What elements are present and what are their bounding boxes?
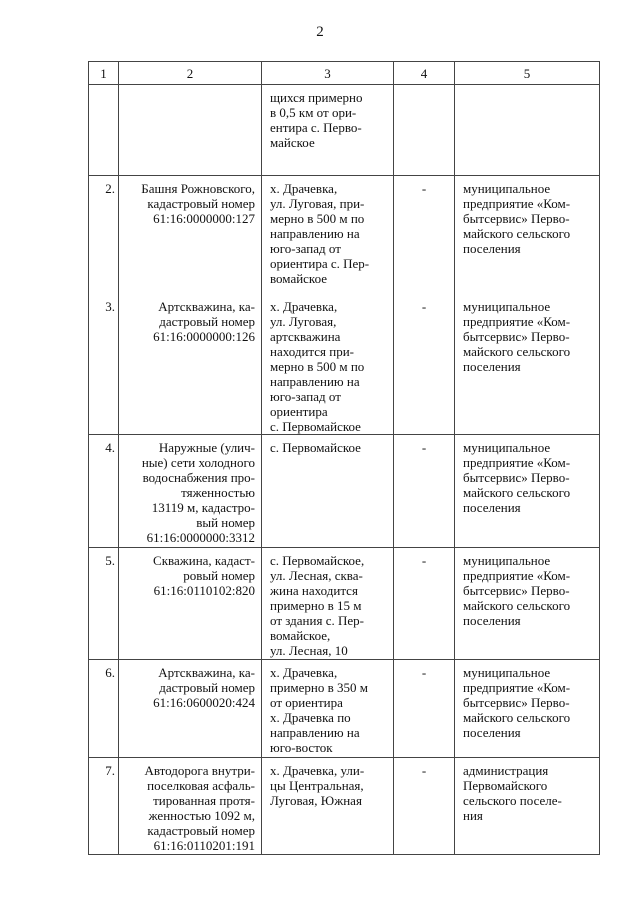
holder-organization: муниципальное предприятие «Ком- бытсервис» Перво- майского сельского поселения — [455, 176, 600, 294]
object-location: с. Первомайское, ул. Лесная, сква- жина находится примерно в 15 м от здания с. Пер- вомайское, ул. Лесная, 10 — [262, 547, 394, 659]
column-4-value: - — [394, 547, 455, 659]
object-name — [119, 85, 262, 176]
header-cell-3: 3 — [262, 62, 394, 85]
column-4-value: - — [394, 757, 455, 854]
object-location: х. Драчевка, ули- цы Центральная, Луговая, Южная — [262, 757, 394, 854]
object-name: Скважина, кадаст- ровый номер 61:16:0110102:820 — [119, 547, 262, 659]
table-row — [89, 85, 600, 176]
header-cell-4: 4 — [394, 62, 455, 85]
header-cell-5: 5 — [455, 62, 600, 85]
holder-organization: муниципальное предприятие «Ком- бытсервис» Перво- майского сельского поселения — [455, 434, 600, 547]
row-number: 2. — [89, 176, 119, 294]
holder-organization: муниципальное предприятие «Ком- бытсервис» Перво- майского сельского поселения — [455, 547, 600, 659]
holder-organization: муниципальное предприятие «Ком- бытсервис» Перво- майского сельского поселения — [455, 294, 600, 435]
column-4-value: - — [394, 294, 455, 435]
holder-organization — [455, 85, 600, 176]
page-number: 2 — [316, 24, 324, 40]
column-4-value: - — [394, 659, 455, 757]
row-number: 4. — [89, 434, 119, 547]
property-table — [88, 61, 600, 855]
object-name: Артскважина, ка- дастровый номер 61:16:0000000:126 — [119, 294, 262, 435]
header-cell-2: 2 — [119, 62, 262, 85]
table-row — [89, 659, 600, 757]
holder-organization: администрация Первомайского сельского поселе- ния — [455, 757, 600, 854]
object-location: х. Драчевка, ул. Луговая, артскважина находится при- мерно в 500 м по направлению на юго-запад от ориентира с. Первомайское — [262, 294, 394, 435]
table-row — [89, 176, 600, 294]
object-name: Артскважина, ка- дастровый номер 61:16:0600020:424 — [119, 659, 262, 757]
table-row — [89, 547, 600, 659]
table-row — [89, 757, 600, 854]
row-number: 6. — [89, 659, 119, 757]
object-location: щихся примерно в 0,5 км от ори- ентира с. Перво- майское — [262, 85, 394, 176]
object-name: Наружные (улич- ные) сети холодного водоснабжения про- тяженностью 13119 м, кадастро- вый номер 61:16:0000000:3312 — [119, 434, 262, 547]
holder-organization: муниципальное предприятие «Ком- бытсервис» Перво- майского сельского поселения — [455, 659, 600, 757]
table-header-row — [89, 62, 600, 85]
row-number: 3. — [89, 294, 119, 435]
header-cell-1: 1 — [89, 62, 119, 85]
object-location: х. Драчевка, примерно в 350 м от ориентира х. Драчевка по направлению на юго-восток — [262, 659, 394, 757]
table-row — [89, 294, 600, 435]
column-4-value: - — [394, 176, 455, 294]
object-location: х. Драчевка, ул. Луговая, при- мерно в 500 м по направлению на юго-запад от ориентира с. Пер- вомайское — [262, 176, 394, 294]
column-4-value: - — [394, 434, 455, 547]
object-name: Башня Рожновского, кадастровый номер 61:16:0000000:127 — [119, 176, 262, 294]
object-location: с. Первомайское — [262, 434, 394, 547]
row-number — [89, 85, 119, 176]
column-4-value — [394, 85, 455, 176]
row-number: 5. — [89, 547, 119, 659]
row-number: 7. — [89, 757, 119, 854]
table-row — [89, 434, 600, 547]
object-name: Автодорога внутри- поселковая асфаль- тированная протя- женностью 1092 м, кадастровый номер 61:16:0110201:191 — [119, 757, 262, 854]
